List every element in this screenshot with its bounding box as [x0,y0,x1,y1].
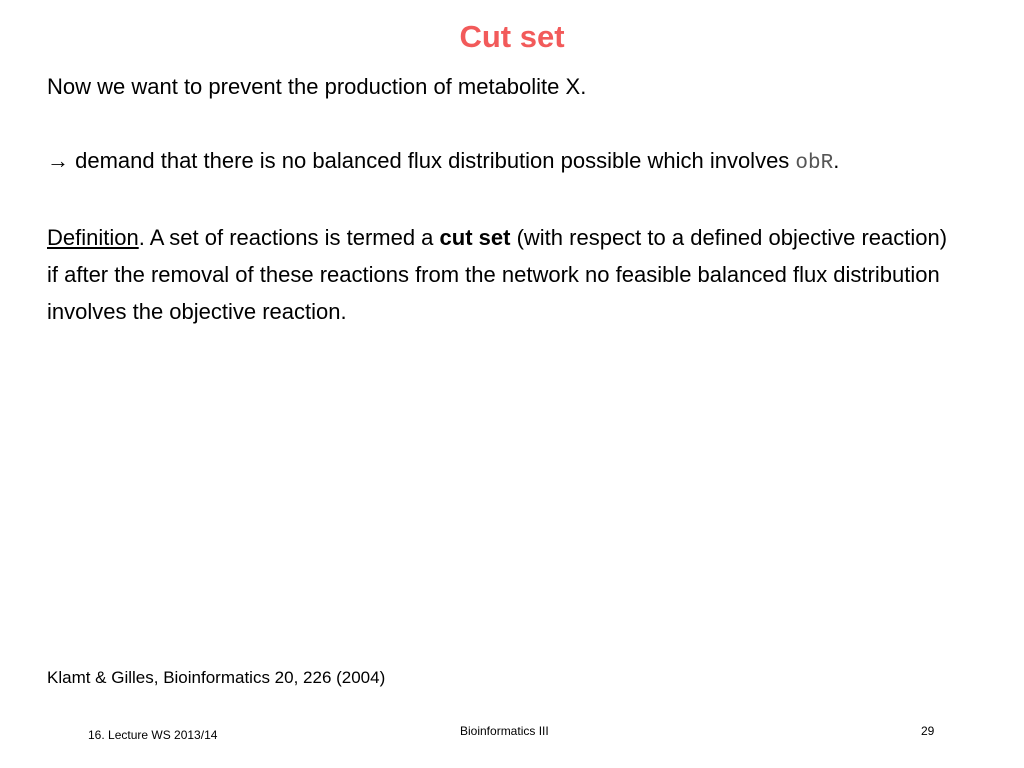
definition-continuation: if after the removal of these reactions from the network no feasible balanced flux distribution involves the objective reaction. [47,262,940,324]
demand-end: . [833,148,840,173]
slide-title: Cut set [459,19,565,54]
definition-text: . A set of reactions is termed a [138,225,440,250]
intro-line: Now we want to prevent the production of metabolite X. [47,74,587,99]
spacer [47,105,1007,142]
footer-lecture: 16. Lecture WS 2013/14 [88,728,218,742]
right-arrow-icon: → [47,148,69,173]
spacer [47,182,1007,219]
slide-body [47,68,1007,330]
demand-text: demand that there is no balanced flux distribution possible which involves [69,148,796,173]
definition-rest: (with respect to a defined objective reaction) [510,225,948,250]
page-number: 29 [921,724,935,738]
cut-set-term: cut set [439,225,511,250]
definition-label: Definition [47,225,139,250]
definition-paragraph [47,219,1007,256]
reference-citation: Klamt & Gilles, Bioinformatics 20, 226 (2004) [47,668,386,687]
objective-reaction-code: obR [795,152,834,175]
demand-line [47,142,1007,182]
footer-course: Bioinformatics III [460,724,549,738]
